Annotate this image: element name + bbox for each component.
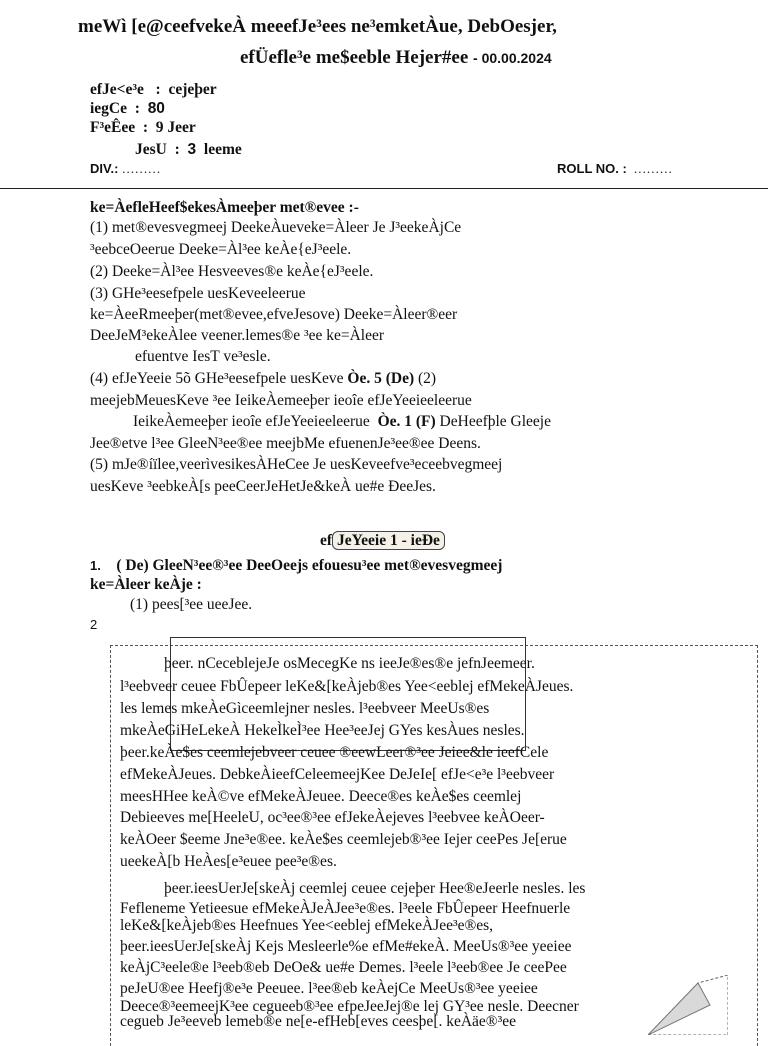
passage-line: þeer.ieesUerJe[skeÀj Kejs Mesleerle%e efMe#ekeÀ. MeeUs®³ee yeeiee: [120, 938, 572, 955]
exam-title: efÜefle³e me$eeble Hejer#ee: [240, 47, 469, 68]
instruction-line: Jee®etve l³ee GleeN³ee®ee meejbMe efuenenJe³ee®ee Deens.: [90, 435, 481, 452]
question-number: 1.: [90, 558, 101, 573]
time-label: JesU: [135, 141, 167, 158]
passage-line: meesHHee keÀ©ve efMekeÀJeuee. Deece®es keÀe$es ceemlej: [120, 788, 522, 805]
page-curl-icon: [648, 975, 728, 1035]
class-value: 9 Jeer: [155, 119, 196, 136]
instruction-line: [133, 413, 551, 431]
div-label: DIV.:: [90, 161, 119, 176]
passage-line: keÀjC³eele®e l³eeb®eb DeOe& ue#e Demes. l³eele l³eeb®ee Je ceePee: [120, 959, 567, 976]
instruction-line: DeeJeM³ekeÀlee veener.lemes®e ³ee ke=Àleer: [90, 327, 385, 344]
instruction-text: (2): [418, 370, 437, 387]
subject-row: efJe<e³e : cejeþer: [90, 81, 217, 98]
passage-line: efMekeÀJeues. DebkeÀieefCeleemeejKee DeJeIe[ efJe<e³e l³eebveer: [120, 766, 555, 783]
header-divider: [0, 188, 768, 189]
roll-dots: ………: [633, 161, 673, 176]
marks-row: iegCe : 80: [90, 100, 165, 117]
passage-line: Deece®³eemeejK³ee cegueeb®³ee efpeJeeJej®e lej GY³ee nesle. Deecner: [120, 998, 579, 1015]
passage-line: þeer.ieesUerJe[skeÀj ceemlej ceuee cejeþer Hee®eJeerle nesles. les: [164, 880, 586, 897]
div-field: [90, 161, 161, 177]
class-label: F³eÊee: [90, 119, 136, 136]
question-text: ( De) GleeN³ee®³ee DeeOeejs efouesu³ee met®evesvegmeej: [116, 557, 503, 574]
passage-line: les lemes mkeÀeGìceemlejner nesles. l³eebveer MeeUs®es: [120, 700, 490, 717]
div-dots: ………: [121, 161, 161, 176]
section-heading: [320, 532, 445, 550]
instruction-line: uesKeve ³eebkeÀ[s peeCeerJeHetJe&keÀ ue#e ÐeeJes.: [90, 478, 436, 495]
time-row: JesU : 3 leeme: [135, 141, 242, 158]
instruction-line: ³eebceOeerue Deeke=Àl³ee keÀe{eJ³eele.: [90, 241, 352, 258]
class-row: F³eÊee : 9 Jeer: [90, 119, 196, 136]
instruction-text: DeHeefþle Gleeje: [439, 413, 551, 430]
instruction-text: (4) efJeYeeie 5õ GHe³eesefpele uesKeve: [90, 370, 344, 387]
time-unit: leeme: [203, 141, 242, 158]
passage-line: Debieeves me[HeeleU, oc³ee®³ee efJekeÀejeves l³eebvee keÀOeer-: [120, 809, 545, 826]
instruction-line: (5) mJe®íïlee,veerìvesikesÀHeCee Je uesKeveefve³eceebvegmeej: [90, 456, 503, 473]
roll-field: [557, 161, 672, 177]
instruction-line: (1) met®evesvegmeej DeekeÀueveke=Àleer Je J³eekeÀjCe: [90, 219, 462, 236]
marks-label: iegCe: [90, 100, 128, 117]
passage-line: ueekeÀ[b HeÀes[e³euee pee³e®es.: [120, 853, 337, 870]
instruction-line: (2) Deeke=Àl³ee Hesveeves®e keÀe{eJ³eele.: [90, 263, 374, 280]
passage-line: þeer.keÀe$es ceemlejebveer ceuee ®eewLeer®³ee Jeiee&le ieefCele: [120, 744, 549, 761]
instructions-heading: ke=ÀefleHeef$ekesÀmeeþer met®evee :-: [90, 199, 359, 216]
instruction-line: [90, 370, 436, 388]
exam-date: - 00.00.2024: [473, 50, 552, 66]
subject-label: efJe<e³e: [90, 81, 144, 98]
instruction-line: ke=ÀeeRmeeþer(met®evee,efveJesove) Deeke=Àleer®eer: [90, 306, 458, 323]
subject-value: cejeþer: [168, 81, 217, 98]
question-ref: Òe. 5 (De): [347, 370, 415, 387]
roll-label: ROLL NO. :: [557, 161, 627, 176]
page-number: 2: [90, 617, 98, 632]
passage-line: leKe&[keÀjeb®es Heefnues Yee<eeblej efMekeÀJee³e®es,: [120, 917, 494, 934]
passage-line: þeer. nCeceblejeJe osMecegKe ns ieeJe®es®e jefnJeemeer.: [164, 655, 535, 672]
passage-line: Fefleneme Yetieesue efMekeÀJeÀJee³e®es. l³eele FbÛepeer Heefnuerle: [120, 900, 571, 917]
passage-line: keÀOeer $eeme Jne³e®ee. keÀe$es ceemlejeb®³ee Iejer ceePes Je[erue: [120, 831, 567, 848]
passage-line: cegueb Je³eeveb lemeb®e ne[e-efHeb[eves ceesþe[. keÀäe®³ee: [120, 1013, 516, 1030]
question-ref: Òe. 1 (F): [377, 413, 436, 430]
instruction-line: meejebMeuesKeve ³ee IeikeÀemeeþer ieoîe efJeYeeieeleerue: [90, 392, 472, 409]
passage-line: l³eebveer ceuee FbÛepeer leKe&[keÀjeb®es Yee<eeblej efMekeÀJeues.: [120, 678, 574, 695]
instruction-line: efuentve IesT ve³esle.: [135, 348, 271, 365]
school-title-line1: meWì [e@ceefvekeÀ meeefJe³ees ne³emketÀue, DebOesjer,: [78, 16, 557, 37]
passage-line: mkeÀeGiHeLekeÀ HekeÌkeÌ³ee Hee³eeJej GYes kesÀues nesles.: [120, 722, 525, 739]
sub-question: (1) pees[³ee ueeJee.: [130, 596, 253, 613]
section-prefix: ef: [320, 532, 333, 549]
time-number: 3: [187, 141, 197, 158]
question-line: [90, 557, 502, 575]
passage-line: peJeU®ee Heefj®e³e Peeuee. l³ee®eb keÀejCe MeeUs®³ee yeeiee: [120, 980, 538, 997]
instruction-text: IeikeÀemeeþer ieoîe efJeYeeieeleerue: [133, 413, 370, 430]
marks-value: 80: [147, 100, 165, 117]
section-title-box: JeYeeie 1 - ieÐe: [332, 531, 445, 550]
exam-title-line2: [240, 47, 552, 69]
instruction-line: (3) GHe³eesefpele uesKeveeleerue: [90, 285, 306, 302]
question-line-2: ke=Àleer keÀje :: [90, 576, 202, 593]
